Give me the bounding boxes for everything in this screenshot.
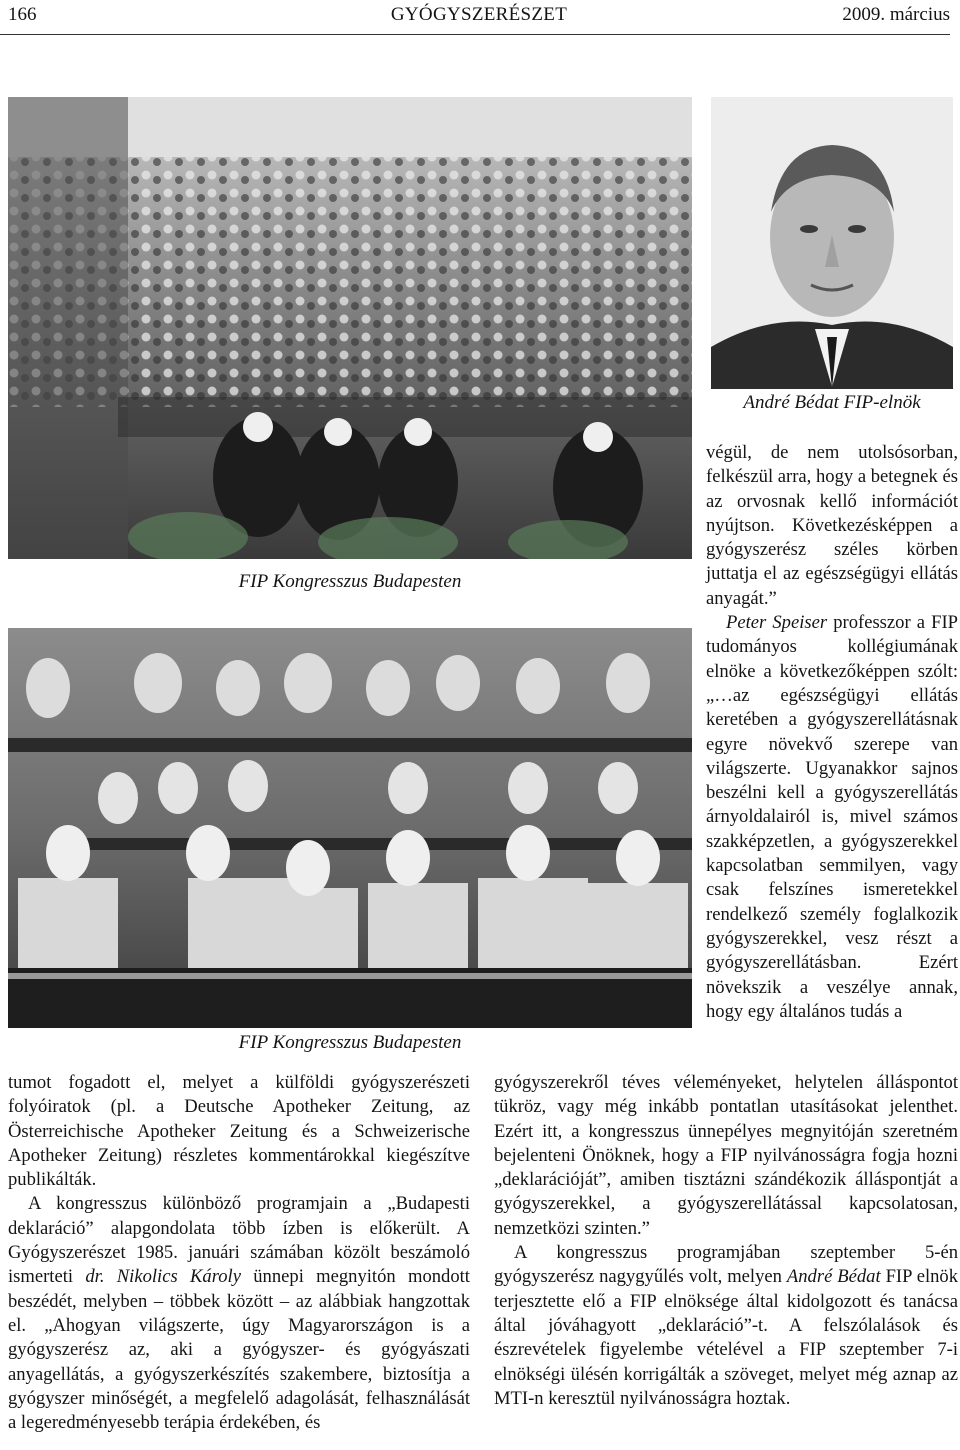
panel-photo (8, 628, 692, 1028)
right-column-text (706, 441, 958, 1024)
bedat-name: André Bédat (786, 1266, 881, 1288)
photo1-caption: FIP Kongresszus Budapesten (238, 571, 462, 592)
bottom-left-column (8, 1071, 470, 1435)
nikolics-name: dr. Nikolics Károly (85, 1266, 241, 1288)
left-paragraph-2: A kongresszus különböző programjain a „Budapesti deklaráció” alapgondolata több ízben is előkerült. A Gyógyszerészet 1985. januári számában közölt beszámoló ismerteti dr. Nikolics Károly ünnepi megnyitón mondott beszédét, melyben – többek között – az alábbiak hangzottak el. „Ahogyan világszerte, úgy Magyarországon is a gyógyszerész az, aki a gyógyszer- és gyógyászati anyagellátás, a gyógyszerkészítés szakembere, biztosítja a gyógyszer minőségét, a megfelelő adagolását, felhasználását a legeredményesebb terápia érdekében, és (8, 1193, 470, 1434)
left-paragraph-1: tumot fogadott el, melyet a külföldi gyógyszerészeti folyóiratok (pl. a Deutsche Apotheker Zeitung, az Österreichische Apotheker Zeitung és a Schweizerische Apotheker Zeitung) részletes kommentárokkal kiegészítve publikálták. (8, 1072, 470, 1191)
bottom-right-paragraph-1: gyógyszerekről téves véleményeket, helytelen álláspontot tükröz, vagy még inkább pontatlan utasításokat jelenthet. Ezért itt, a kongresszus ünnepélyes megnyitóján szeretném bejelenteni Önöknek, hogy a FIP nyilvánosságra fogja hozni „deklarációját”, amiben tisztázni szándékozik álláspontját a gyógyszerekkel, a gyógyszerellátással kapcsolatosan, nemzetközi szinten.” (494, 1072, 958, 1239)
photo2-caption: FIP Kongresszus Budapesten (238, 1032, 462, 1053)
audience-photo (8, 97, 692, 559)
page-header (8, 0, 950, 30)
journal-title: GYÓGYSZERÉSZET (390, 4, 568, 25)
right-paragraph-1: végül, de nem utolsósorban, felkészül arra, hogy a betegnek és az orvosnak kellő információt nyújtson. Következésképpen a gyógyszerész széles körben juttatja el az egészségügyi ellátás anyagát.” (706, 442, 958, 609)
right-paragraph-2: Peter Speiser professzor a FIP tudományos kollégiumának elnöke a következőképpen szólt: „…az egészségügyi ellátás keretében a gyógyszerellátásnak egyre növekvő szerepe van világszerte. Ugyanakkor sajnos beszélni kell a gyógyszerellátás árnyoldalairól is, mivel számos szakképzetlen, a gyógyszerekkel kapcsolatban semmilyen, vagy csak felszínes ismeretekkel rendelkező személy foglalkozik gyógyszerekkel, vesz részt a gyógyszerellátásban. Ezért növekszik a veszélye annak, hogy egy általános tudás a (706, 612, 958, 1022)
portrait-photo (711, 97, 953, 389)
issue-date: 2009. március (842, 4, 950, 25)
bottom-right-column (494, 1071, 958, 1411)
page-number: 166 (8, 4, 37, 25)
bottom-right-paragraph-2: A kongresszus programjában szeptember 5-én gyógyszerész nagygyűlés volt, melyen André Bédat FIP elnök terjesztette elő a FIP elnöksége által kidolgozott és tanácsa által jóváhagyott „deklaráció”-t. A felszólalások és észrevételek figyelembe vételével a FIP szeptember 7-i elnökségi ülésén korrigálták a szöveget, melyet még aznap az MTI-n keresztül nyilvánosságra hoztak. (494, 1242, 958, 1409)
header-rule (0, 34, 950, 35)
speiser-name: Peter Speiser (726, 612, 828, 634)
portrait-caption: André Bédat FIP-elnök (743, 392, 921, 413)
